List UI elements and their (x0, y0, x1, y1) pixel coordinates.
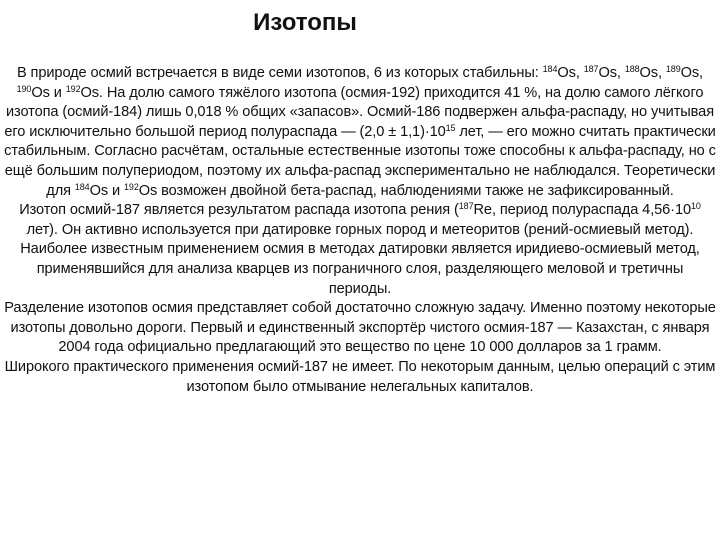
mass-number: 188 (624, 64, 640, 74)
paragraph-applications: Широкого практического применения осмий-187 не имеет. По некоторым данным, целью операций с этим изотопом было отмывание нелегальных капиталов. (4, 358, 716, 395)
mass-number: 187 (583, 64, 599, 74)
exponent: 10 (690, 201, 701, 212)
exponent: 15 (445, 122, 456, 133)
text-run: Os, (557, 65, 584, 81)
text-run: Os, (680, 65, 704, 81)
mass-number: 187 (458, 201, 474, 212)
article-body (4, 64, 716, 397)
paragraph-osmium-187 (4, 201, 716, 299)
mass-number: 184 (74, 181, 90, 192)
text-run: Os и (31, 84, 66, 101)
page-title: Изотопы (253, 9, 357, 36)
mass-number: 189 (665, 64, 681, 74)
paragraph-isotopes (4, 64, 716, 201)
text-run: Os, (598, 65, 625, 81)
text-run: Изотоп осмий-187 является результатом распада изотопа рения ( (19, 202, 459, 219)
mass-number: 192 (124, 181, 139, 192)
text-run: лет, — его можно считать практически стабильным. Согласно расчётам, остальные естественные изотопы тоже способны к альфа-распаду, но с ещё большим полупериодом, поэтому их альфа-распад экспериментально не наблюдался. Теоретически для (4, 123, 716, 199)
mass-number: 192 (65, 83, 81, 94)
mass-number: 190 (16, 83, 32, 94)
text-run: Os. На долю самого тяжёлого изотопа (осмия-192) приходится 41 %, на долю самого лёгкого изотопа (осмий-184) лишь 0,018 % общих «запасов». Осмий-186 подвержен альфа-распаду, но учитывая его исключительно большой период полураспада — (2,0 ± 1,1)·10 (4, 84, 714, 140)
text-run: В природе осмий встречается в виде семи изотопов, 6 из которых стабильны: (16, 65, 543, 81)
text-run: Os возможен двойной бета-распад, наблюдениями также не зафиксированный. (138, 182, 674, 199)
paragraph-separation: Разделение изотопов осмия представляет собой достаточно сложную задачу. Именно поэтому некоторые изотопы довольно дороги. Первый и единственный экспортёр чистого осмия-187 — Казахстан, с января 2004 года официально предлагающий это вещество по цене 10 000 долларов за 1 грамм. (4, 300, 716, 356)
text-run: лет). Он активно используется при датировке горных пород и метеоритов (рений-осмиевый метод). Наиболее известным применением осмия в методах датировки является иридиево-осмиевый метод, применявшийся для анализа кварцев из пограничного слоя, разделяющего меловой и третичны периоды. (20, 221, 700, 297)
text-run: Re, период полураспада 4,56·10 (473, 202, 691, 219)
text-run: Os и (89, 182, 125, 199)
mass-number: 184 (542, 64, 558, 74)
text-run: Os, (639, 65, 666, 81)
